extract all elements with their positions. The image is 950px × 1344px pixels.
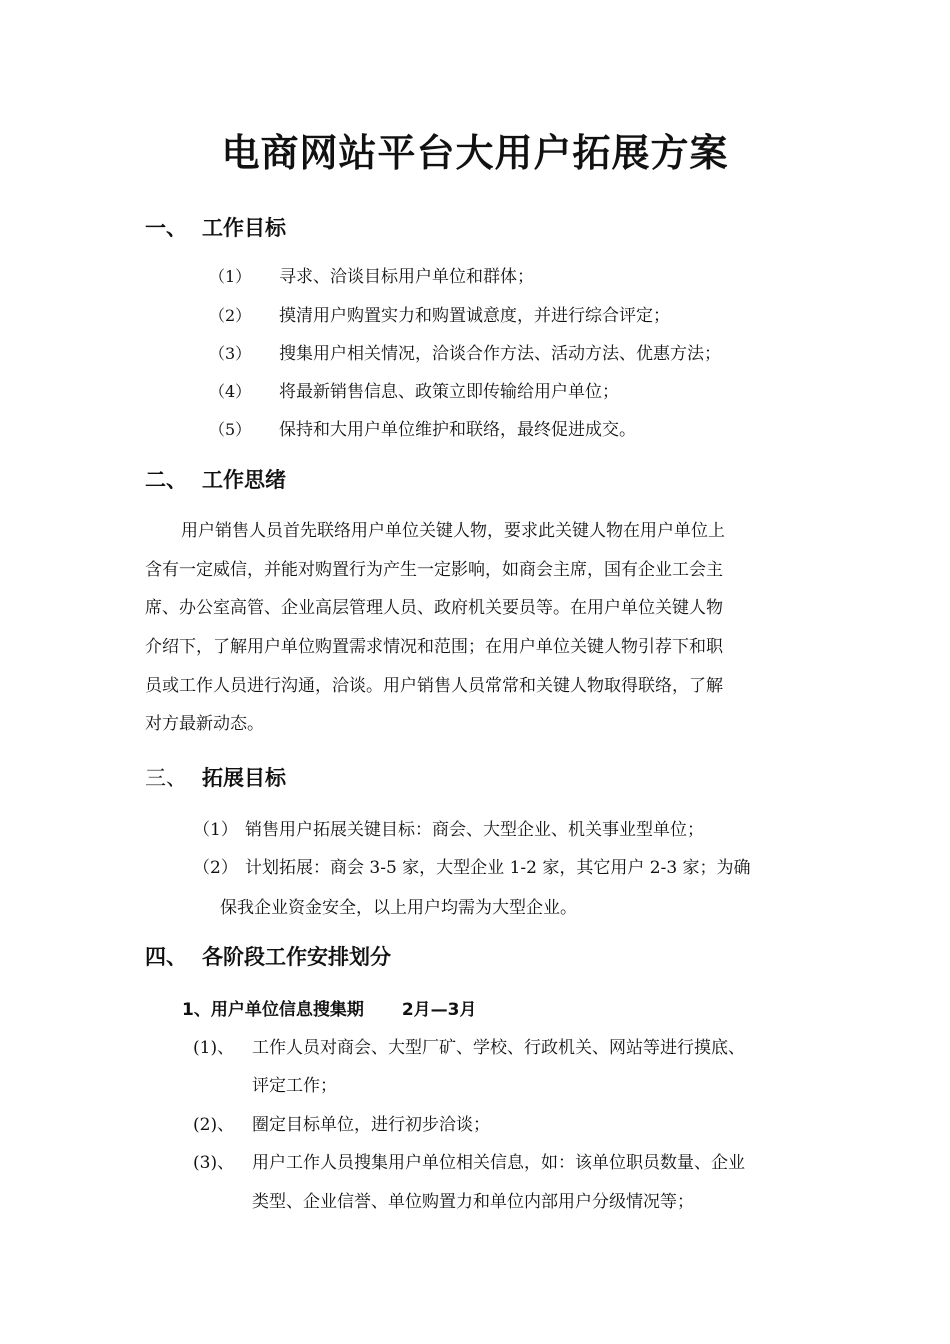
paragraph-line: 用户销售人员首先联络用户单位关键人物，要求此关键人物在用户单位上 <box>181 521 725 541</box>
list-item-text: 用户工作人员搜集用户单位相关信息，如：该单位职员数量、企业 <box>252 1153 745 1173</box>
list-item-text: 保持和大用户单位维护和联络，最终促进成交。 <box>279 420 636 440</box>
section-heading-expansion-goals <box>145 763 286 793</box>
section-title: 工作目标 <box>202 216 286 240</box>
list-item-number: （1） <box>193 820 238 840</box>
list-item-text: 寻求、洽谈目标用户单位和群体； <box>279 267 534 287</box>
phase-period: 2月—3月 <box>401 1000 477 1020</box>
list-item-text-continued: 评定工作； <box>252 1076 337 1096</box>
list-item-text: 计划拓展：商会 3-5 家，大型企业 1-2 家，其它用户 2-3 家；为确 <box>245 858 751 878</box>
list-item-text: 销售用户拓展关键目标：商会、大型企业、机关事业型单位； <box>245 820 704 840</box>
section-heading-phase-plan <box>145 942 391 972</box>
list-item-text: 将最新销售信息、政策立即传输给用户单位； <box>279 382 619 402</box>
list-item-text: 摸清用户购置实力和购置诚意度，并进行综合评定； <box>279 306 670 326</box>
document-title: 电商网站平台大用户拓展方案 <box>221 131 729 175</box>
list-item-number: （3） <box>209 344 252 363</box>
section-title: 工作思绪 <box>202 468 286 492</box>
section-number: 一、 <box>145 216 187 240</box>
list-item-text: 搜集用户相关情况，洽谈合作方法、活动方法、优惠方法； <box>279 344 721 364</box>
list-item-text: 工作人员对商会、大型厂矿、学校、行政机关、网站等进行摸底、 <box>252 1038 745 1058</box>
paragraph-line: 席、办公室高管、企业高层管理人员、政府机关要员等。在用户单位关键人物 <box>145 598 723 618</box>
section-heading-work-goals <box>145 213 286 243</box>
phase-title: 1、用户单位信息搜集期 <box>182 1000 364 1020</box>
paragraph-line: 介绍下，了解用户单位购置需求情况和范围；在用户单位关键人物引荐下和职 <box>145 637 723 657</box>
paragraph-line: 对方最新动态。 <box>145 714 264 734</box>
list-item-number: （5） <box>209 420 252 439</box>
section-number: 二、 <box>145 468 187 492</box>
list-item-number: (1)、 <box>193 1038 235 1058</box>
list-item-number: (2)、 <box>193 1115 235 1135</box>
section-number: 三、 <box>145 766 187 790</box>
section-title: 拓展目标 <box>202 766 286 790</box>
list-item-number: （2） <box>209 306 252 325</box>
list-item-number: （2） <box>193 858 238 878</box>
section-title: 各阶段工作安排划分 <box>202 945 391 969</box>
paragraph-line: 员或工作人员进行沟通，洽谈。用户销售人员常常和关键人物取得联络，了解 <box>145 676 723 696</box>
list-item-text-continued: 类型、企业信誉、单位购置力和单位内部用户分级情况等； <box>252 1192 694 1212</box>
section-number: 四、 <box>145 945 187 969</box>
section-heading-work-approach <box>145 465 286 495</box>
list-item-number: (3)、 <box>193 1153 235 1173</box>
list-item-number: （1） <box>209 267 252 286</box>
list-item-text-continued: 保我企业资金安全，以上用户均需为大型企业。 <box>220 898 577 918</box>
phase-heading <box>182 997 477 1023</box>
list-item-text: 圈定目标单位，进行初步洽谈； <box>252 1115 490 1135</box>
paragraph-line: 含有一定威信，并能对购置行为产生一定影响，如商会主席，国有企业工会主 <box>145 560 723 580</box>
list-item-number: （4） <box>209 382 252 401</box>
